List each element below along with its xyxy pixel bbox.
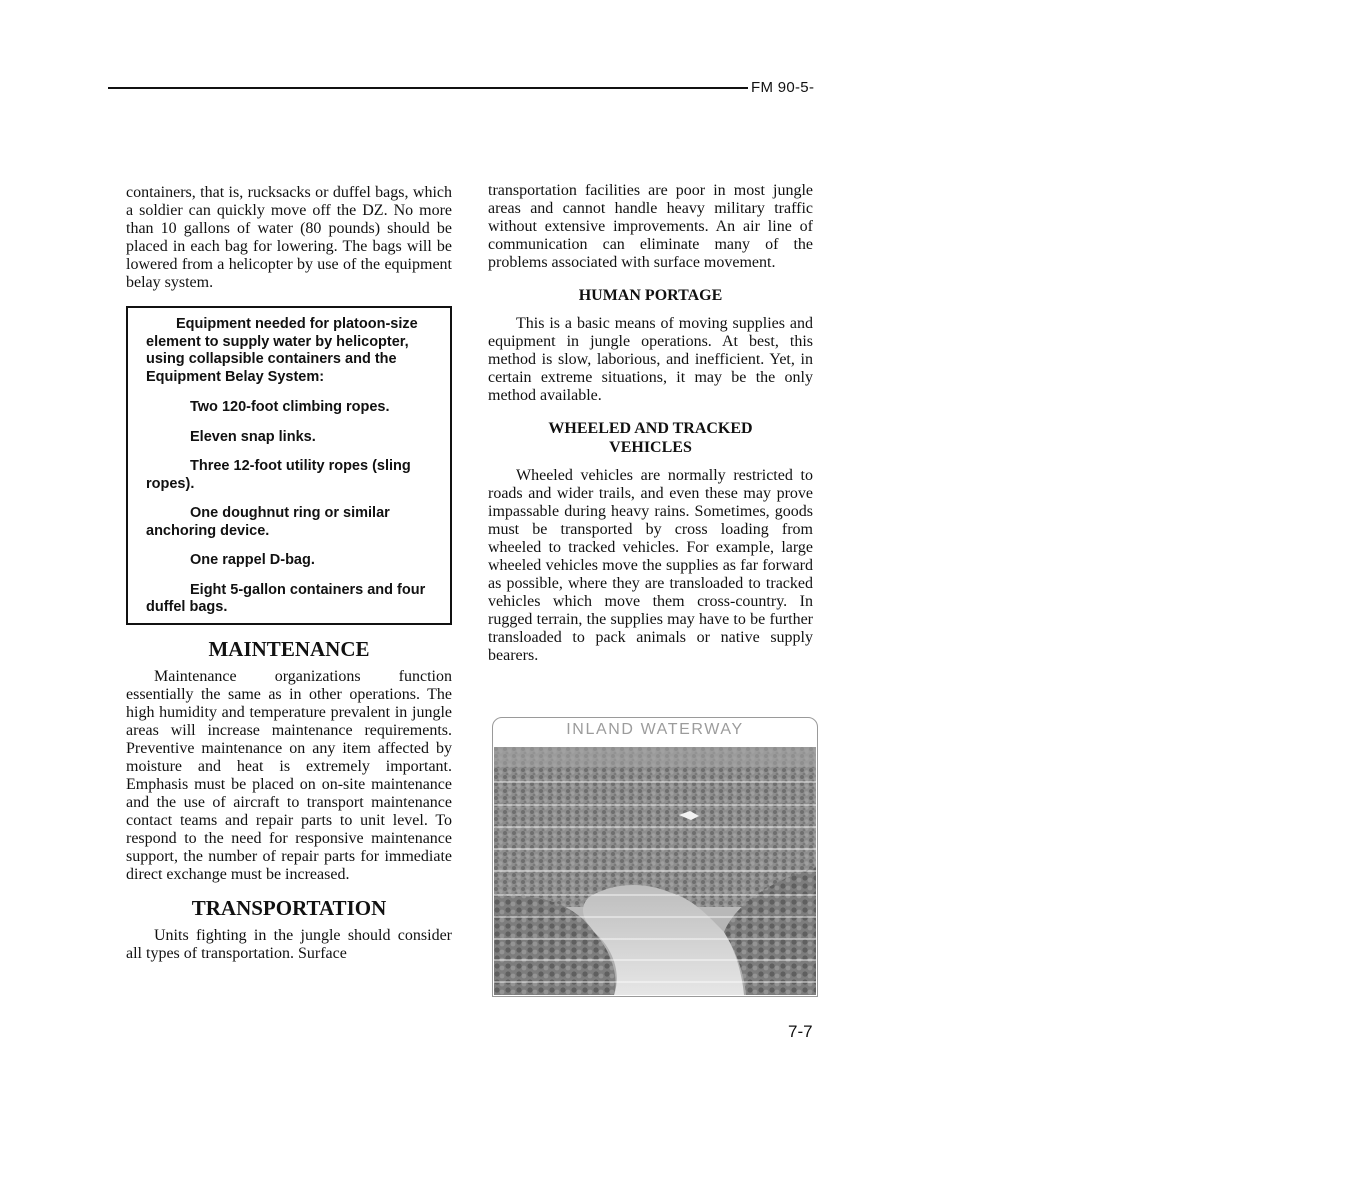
maintenance-paragraph: Maintenance organizations function essentially the same as in other operations. The high humidity and temperature prevalent in jungle areas will increase maintenance requirements. Preventive maintenance on any item affected by moisture and heat is extremely important. Emphasis must be placed on on-site maintenance and the use of aircraft to transport maintenance contact teams and repair parts to unit level. To respond to the need for responsive maintenance support, the number of repair parts for immediate direct exchange must be increased. xyxy=(126,667,452,883)
figure-title: INLAND WATERWAY xyxy=(566,721,744,738)
right-column xyxy=(488,182,813,665)
left-column xyxy=(126,184,452,963)
maintenance-heading: MAINTENANCE xyxy=(208,636,370,661)
wheeled-tracked-paragraph: Wheeled vehicles are normally restricted to roads and wider trails, and even these may prove impassable during heavy rains. Sometimes, goods must be transported by cross loading from wheeled to tracked vehicles. For example, large wheeled vehicles move the supplies as far forward as possible, where they are transloaded to tracked vehicles which move them cross-country. In rugged terrain, the supplies may have to be further transloaded to pack animals or native supply bearers. xyxy=(488,467,813,664)
equipment-callout-box xyxy=(126,306,452,625)
page-number: 7-7 xyxy=(788,1022,813,1041)
human-portage-heading: HUMAN PORTAGE xyxy=(578,287,723,304)
callout-item: One doughnut ring or similar anchoring device. xyxy=(146,505,390,539)
callout-item: Eight 5-gallon containers and four duffel bags. xyxy=(146,581,426,615)
header-publication-label: FM 90-5- xyxy=(751,79,815,96)
header-rule xyxy=(108,87,748,89)
continued-paragraph: transportation facilities are poor in most jungle areas and cannot handle heavy military traffic without extensive improvements. An air line of communication can eliminate many of the problems associated with surface movement. xyxy=(488,182,813,271)
callout-intro: Equipment needed for platoon-size element to supply water by helicopter, using collapsible containers and the Equipment Belay System: xyxy=(146,316,418,385)
callout-item: Eleven snap links. xyxy=(190,428,316,445)
callout-item: Two 120-foot climbing ropes. xyxy=(190,399,390,415)
inland-waterway-figure xyxy=(492,717,818,997)
transportation-heading: TRANSPORTATION xyxy=(191,895,387,920)
wheeled-heading-line2: VEHICLES xyxy=(609,439,692,456)
callout-item: Three 12-foot utility ropes (sling ropes). xyxy=(146,458,411,492)
intro-paragraph: containers, that is, rucksacks or duffel bags, which a soldier can quickly move off the DZ. No more than 10 gallons of water (80 pounds) should be placed in each bag for lowering. The bags will be lowered from a helicopter by use of the equipment belay system. xyxy=(126,184,452,291)
human-portage-paragraph: This is a basic means of moving supplies and equipment in jungle operations. At best, this method is slow, laborious, and inefficient. Yet, in certain extreme situations, it may be the only method available. xyxy=(488,315,813,404)
callout-item: One rappel D-bag. xyxy=(190,552,315,568)
transportation-paragraph: Units fighting in the jungle should consider all types of transportation. Surface xyxy=(126,926,452,962)
wheeled-heading-line1: WHEELED AND TRACKED xyxy=(548,420,753,437)
wheeled-tracked-heading xyxy=(488,419,813,457)
jungle-river-photo xyxy=(494,747,816,995)
